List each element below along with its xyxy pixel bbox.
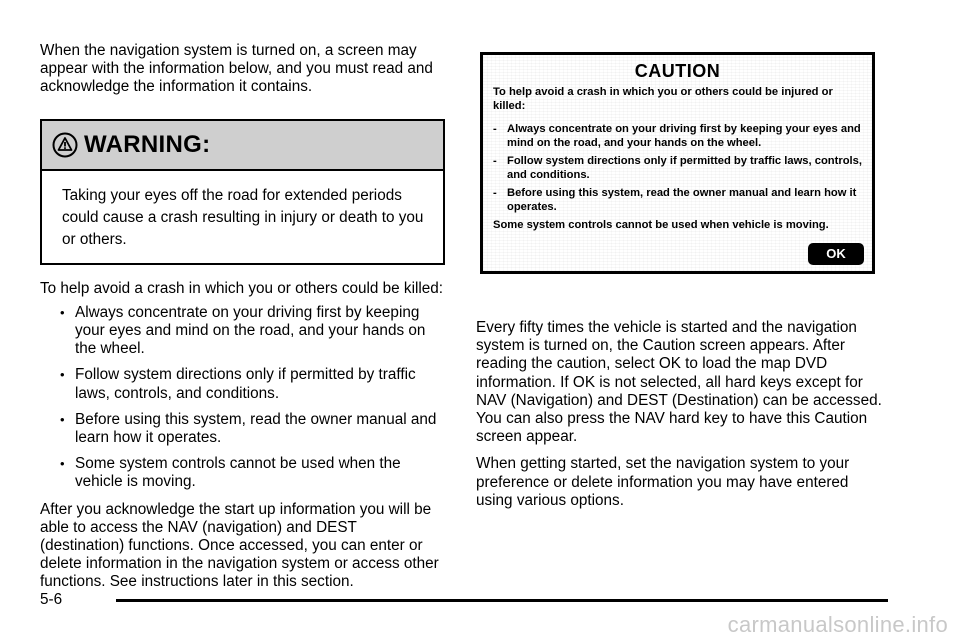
dash-icon: - xyxy=(493,155,497,167)
list-item xyxy=(40,411,445,447)
bullet-text: Some system controls cannot be used when the vehicle is moving. xyxy=(75,455,401,491)
caution-item xyxy=(493,187,862,214)
caution-screen-image xyxy=(480,52,875,274)
intro-paragraph: When the navigation system is turned on, a screen may appear with the information below, and you must read and acknowledge the information it contains. xyxy=(40,42,433,96)
caution-title: CAUTION xyxy=(634,61,721,81)
bullet-icon: • xyxy=(60,304,65,320)
caution-item xyxy=(493,123,862,150)
bullet-list xyxy=(40,304,445,492)
caution-item-text: Follow system directions only if permitted by traffic laws, controls, and conditions. xyxy=(507,155,862,181)
bullet-text: Before using this system, read the owner manual and learn how it operates. xyxy=(75,410,437,447)
page-number: 5-6 xyxy=(40,591,63,608)
closing-paragraph: After you acknowledge the start up information you will be able to access the NAV (navigation) and DEST (destination) functions. Once accessed, you can enter or delete information in the navigation system or access other functions. See instructions later in this section. xyxy=(40,500,439,591)
warning-body: Taking your eyes off the road for extended periods could cause a crash resulting in injury or death to you or others. xyxy=(62,186,424,248)
caution-item-text: Always concentrate on your driving first by keeping your eyes and mind on the road, and your hands on the wheel. xyxy=(507,123,861,149)
bullet-icon: • xyxy=(60,367,65,383)
dash-icon: - xyxy=(493,123,497,135)
left-column xyxy=(40,42,445,592)
watermark: carmanualsonline.info xyxy=(727,612,948,637)
warning-header xyxy=(42,121,443,171)
caution-footer: Some system controls cannot be used when vehicle is moving. xyxy=(493,219,829,231)
bullet-icon: • xyxy=(60,456,65,472)
caution-screen-panel xyxy=(483,55,872,271)
footer-rule xyxy=(116,599,888,602)
dash-icon: - xyxy=(493,187,497,199)
right-paragraph-1: Every fifty times the vehicle is started and the navigation system is turned on, the Caution screen appears. After reading the caution, select OK to load the map DVD information. If OK is not selected, all hard keys except for NAV (Navigation) and DEST (Destination) can be accessed. You can also press the NAV hard key to have this Caution screen appear. xyxy=(476,319,882,446)
list-item xyxy=(40,455,445,491)
list-item xyxy=(40,304,445,359)
right-paragraph-2: When getting started, set the navigation system to your preference or delete information you may have entered using various options. xyxy=(476,455,850,509)
list-item xyxy=(40,366,445,402)
bullet-text: Always concentrate on your driving first by keeping your eyes and mind on the road, and your hands on the wheel. xyxy=(75,303,426,358)
warning-triangle-icon xyxy=(52,132,78,158)
lead-paragraph: To help avoid a crash in which you or others could be killed: xyxy=(40,279,444,297)
right-column xyxy=(476,319,888,519)
caution-intro: To help avoid a crash in which you or others could be injured or killed: xyxy=(493,86,833,112)
caution-item xyxy=(493,155,862,182)
page-footer xyxy=(40,591,888,613)
caution-item-text: Before using this system, read the owner manual and learn how it operates. xyxy=(507,187,857,213)
warning-title: WARNING: xyxy=(84,130,211,158)
bullet-icon: • xyxy=(60,411,65,427)
warning-box xyxy=(40,119,445,265)
bullet-text: Follow system directions only if permitted by traffic laws, controls, and conditions. xyxy=(75,366,416,402)
ok-button[interactable]: OK xyxy=(808,243,864,265)
